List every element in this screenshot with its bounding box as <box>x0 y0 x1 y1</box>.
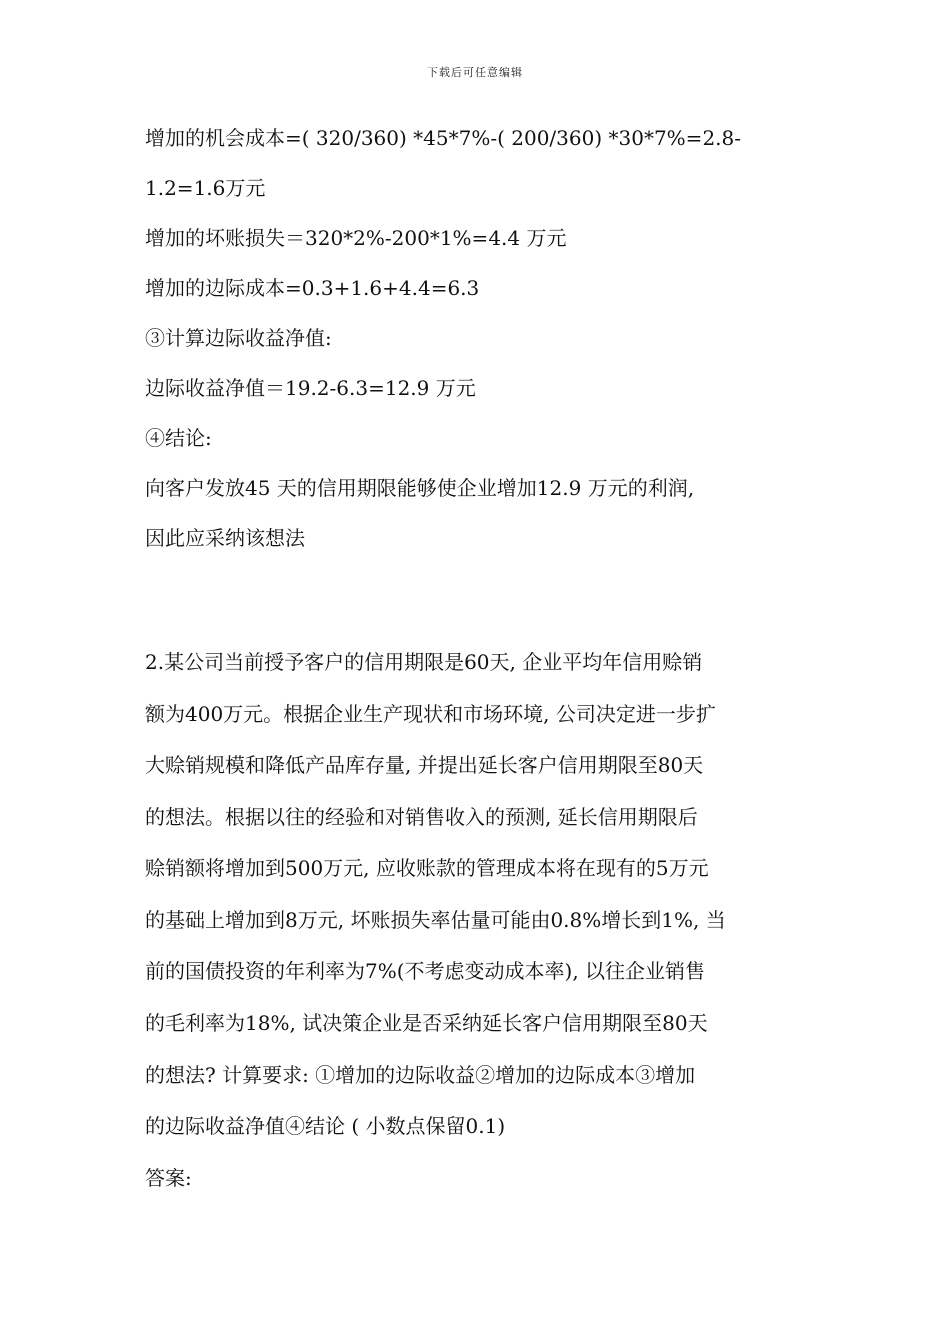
text-line: 前的国债投资的年利率为7%(不考虑变动成本率), 以往企业销售 <box>145 959 706 983</box>
text-line: 增加的坏账损失＝320*2%-200*1%=4.4 万元 <box>145 226 567 250</box>
answer-label: 答案: <box>145 1166 192 1190</box>
text-line: 的想法。根据以往的经验和对销售收入的预测, 延长信用期限后 <box>145 805 698 829</box>
text-line: 额为400万元。根据企业生产现状和市场环境, 公司决定进一步扩 <box>145 702 716 726</box>
text-line: 边际收益净值＝19.2-6.3=12.9 万元 <box>145 376 476 400</box>
text-line: 的毛利率为18%, 试决策企业是否采纳延长客户信用期限至80天 <box>145 1011 708 1035</box>
text-line: 大赊销规模和降低产品库存量, 并提出延长客户信用期限至80天 <box>145 753 704 777</box>
text-line: 赊销额将增加到500万元, 应收账款的管理成本将在现有的5万元 <box>145 856 709 880</box>
text-line: 向客户发放45 天的信用期限能够使企业增加12.9 万元的利润, <box>145 476 695 500</box>
page-header-note: 下载后可任意编辑 <box>427 66 523 79</box>
text-line: ④结论: <box>145 426 212 450</box>
text-line: 的想法? 计算要求: ①增加的边际收益②增加的边际成本③增加 <box>145 1063 696 1087</box>
text-line: 2.某公司当前授予客户的信用期限是60天, 企业平均年信用赊销 <box>145 650 703 674</box>
text-line: 因此应采纳该想法 <box>145 526 305 550</box>
text-line: 增加的机会成本=( 320/360) *45*7%-( 200/360) *30*7%=2.8- <box>145 126 742 150</box>
text-line: 的边际收益净值④结论 ( 小数点保留0.1) <box>145 1114 506 1138</box>
text-line: ③计算边际收益净值: <box>145 326 332 350</box>
text-line: 1.2=1.6万元 <box>145 176 266 200</box>
text-line: 的基础上增加到8万元, 坏账损失率估量可能由0.8%增长到1%, 当 <box>145 908 726 932</box>
text-line: 增加的边际成本=0.3+1.6+4.4=6.3 <box>145 276 480 300</box>
